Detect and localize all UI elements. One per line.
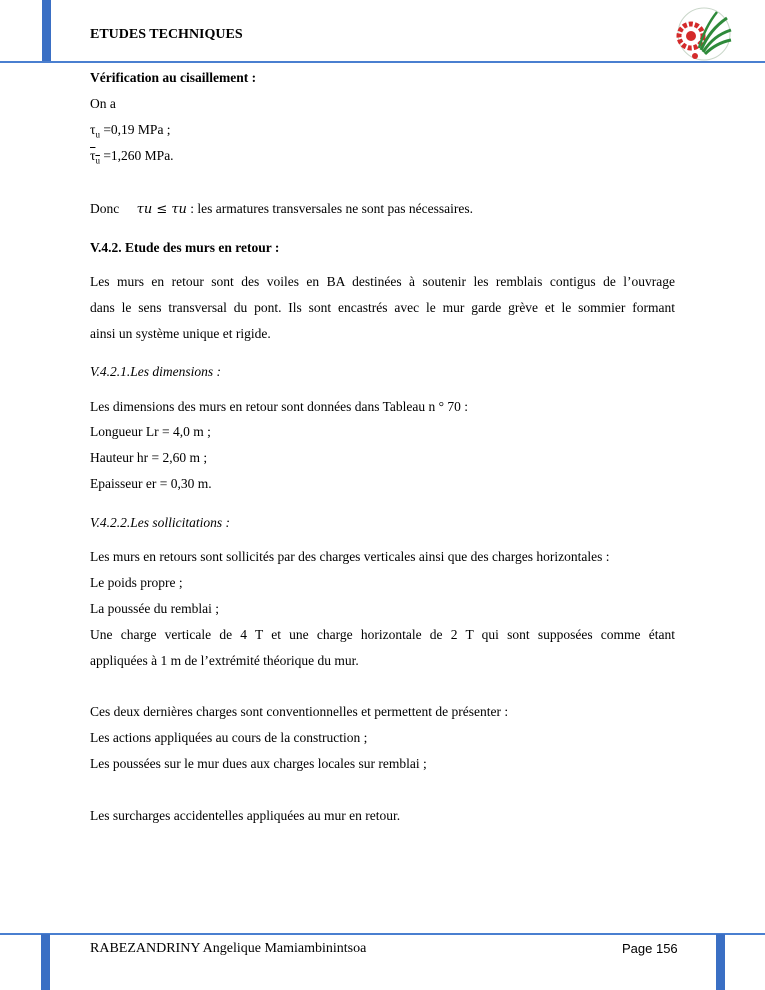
- footer-right-bar: [716, 934, 725, 990]
- conclusion-text: : les armatures transversales ne sont pas nécessaires.: [190, 201, 473, 216]
- footer-rule: [0, 933, 765, 935]
- header-left-bar: [42, 0, 51, 62]
- dimensions-intro: Les dimensions des murs en retour sont données dans Tableau n ° 70 :: [90, 399, 469, 414]
- loads-heading: V.4.2.2.Les sollicitations :: [90, 515, 231, 530]
- walls-para-line-2: dans le sens transversal du pont. Ils sont encastrés avec le mur garde grève et le sommier formant: [90, 300, 675, 315]
- header-rule: [0, 61, 765, 63]
- tau-bar-value: =1,260 MPa.: [103, 148, 174, 163]
- charge-line-2: appliquées à 1 m de l’extrémité théorique du mur.: [90, 653, 359, 668]
- shear-intro: On a: [90, 96, 116, 111]
- walls-heading: V.4.2. Etude des murs en retour :: [90, 240, 280, 255]
- loads-intro: Les murs en retours sont sollicités par des charges verticales ainsi que des charges horizontales :: [90, 549, 610, 564]
- tau-u-line: [90, 122, 171, 140]
- load-self-weight: Le poids propre ;: [90, 575, 183, 590]
- tau-bar-line: [90, 148, 174, 166]
- dimension-height: Hauteur hr = 2,60 m ;: [90, 450, 208, 465]
- university-seal-logo: [669, 6, 739, 62]
- walls-para-line-1: Les murs en retour sont des voiles en BA destinées à soutenir les remblais contigus de l’ouvrage: [90, 274, 675, 289]
- shear-conclusion: [90, 201, 473, 217]
- accidental-surcharges: Les surcharges accidentelles appliquées au mur en retour.: [90, 808, 401, 823]
- tau-bar-symbol: $\tau_u$: [90, 148, 100, 166]
- dimension-thickness: Epaisseur er = 0,30 m.: [90, 476, 212, 491]
- conv-item-local-loads: Les poussées sur le mur dues aux charges locales sur remblai ;: [90, 756, 427, 771]
- tau-u-symbol: τ: [90, 122, 96, 137]
- shear-heading: Vérification au cisaillement :: [90, 70, 257, 85]
- header-title: ETUDES TECHNIQUES: [90, 27, 243, 42]
- footer-page-number: Page 156: [622, 941, 678, 956]
- walls-para-line-3: ainsi un système unique et rigide.: [90, 326, 271, 341]
- conv-item-construction: Les actions appliquées au cours de la construction ;: [90, 730, 368, 745]
- conclusion-prefix: Donc: [90, 201, 120, 216]
- dimension-length: Longueur Lr = 4,0 m ;: [90, 424, 211, 439]
- footer-left-bar: [41, 934, 50, 990]
- tau-u-sub: u: [95, 129, 100, 140]
- conclusion-math: τu ≤ τu: [136, 202, 187, 217]
- footer-author: RABEZANDRINY Angelique Mamiambinintsoa: [90, 941, 367, 956]
- tau-u-value: =0,19 MPa ;: [103, 122, 171, 137]
- charge-line-1: Une charge verticale de 4 T et une charge horizontale de 2 T qui sont supposées comme étant: [90, 627, 675, 642]
- dimensions-heading: V.4.2.1.Les dimensions :: [90, 364, 222, 379]
- load-earth-pressure: La poussée du remblai ;: [90, 601, 219, 616]
- conv-intro: Ces deux dernières charges sont conventionnelles et permettent de présenter :: [90, 704, 509, 719]
